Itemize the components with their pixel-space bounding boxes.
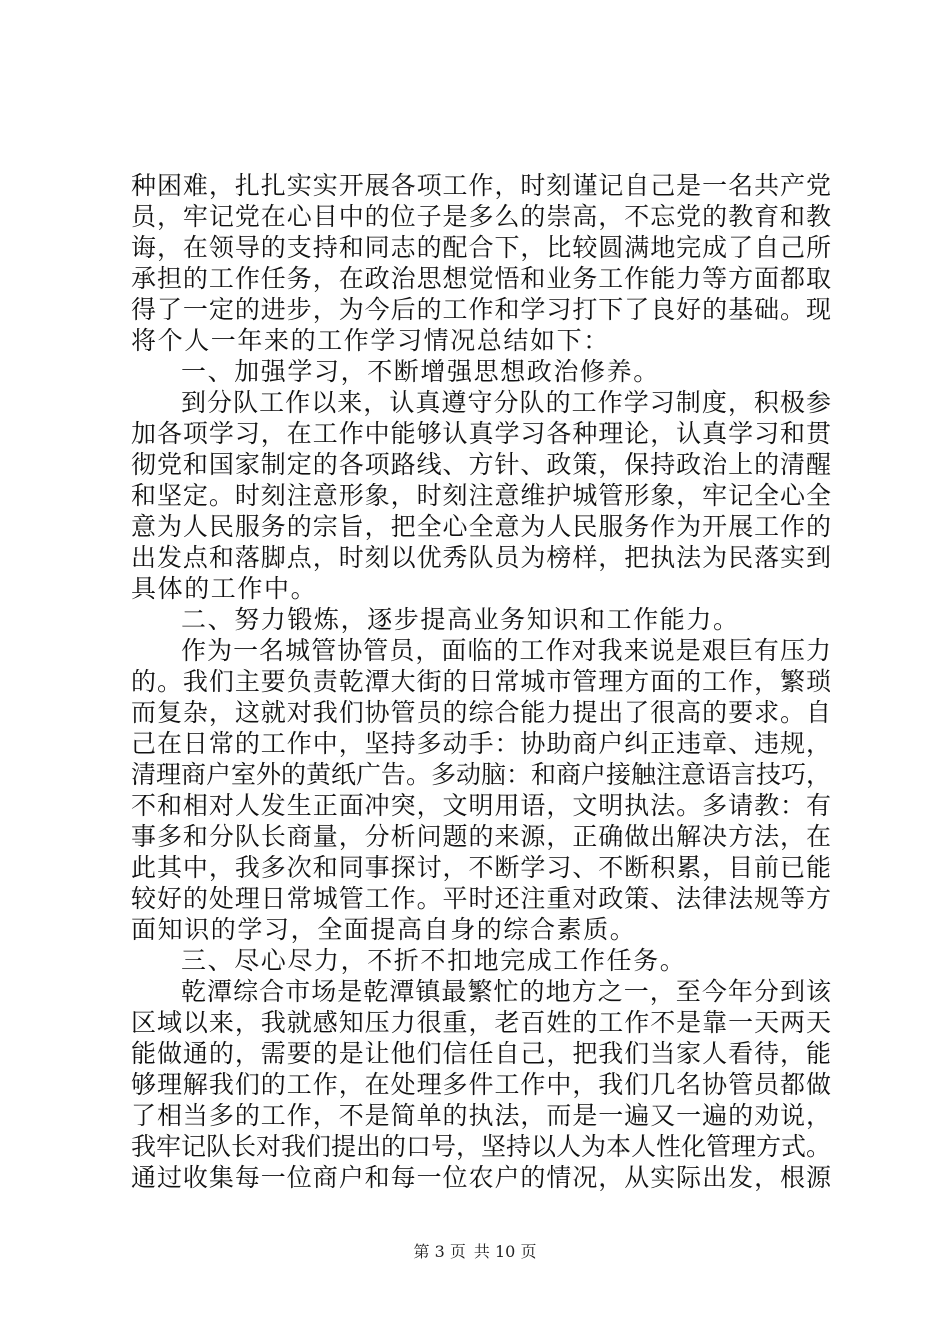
section-heading: 三、尽心尽力，不折不扣地完成工作任务。 (181, 946, 687, 975)
page-number: 第 3 页 (413, 1242, 466, 1261)
text-line: 不和相对人发生正面冲突，文明用语，文明执法。多请教：有 (131, 791, 831, 820)
text-line: 够理解我们的工作，在处理多件工作中，我们几名协管员都做 (131, 1070, 831, 1099)
text-line: 通过收集每一位商户和每一位农户的情况，从实际出发，根源 (131, 1163, 831, 1192)
text-line: 作为一名城管协管员，面临的工作对我来说是艰巨有压力 (181, 636, 831, 665)
text-line: 员，牢记党在心目中的位子是多么的崇高，不忘党的教育和教 (131, 202, 831, 231)
text-line: 到分队工作以来，认真遵守分队的工作学习制度，积极参 (181, 388, 831, 417)
text-line: 诲，在领导的支持和同志的配合下，比较圆满地完成了自己所 (131, 233, 831, 262)
text-line: 的。我们主要负责乾潭大街的日常城市管理方面的工作，繁琐 (131, 667, 831, 696)
text-line: 将个人一年来的工作学习情况总结如下： (131, 326, 610, 355)
text-line: 而复杂，这就对我们协管员的综合能力提出了很高的要求。自 (131, 698, 831, 727)
text-line: 了相当多的工作，不是简单的执法，而是一遍又一遍的劝说， (131, 1101, 831, 1130)
text-line: 承担的工作任务，在政治思想觉悟和业务工作能力等方面都取 (131, 264, 831, 293)
page-total: 共 10 页 (473, 1242, 537, 1261)
text-line: 我牢记队长对我们提出的口号，坚持以人为本人性化管理方式。 (131, 1132, 832, 1161)
text-line: 出发点和落脚点，时刻以优秀队员为榜样，把执法为民落实到 (131, 543, 831, 572)
section-heading: 一、加强学习，不断增强思想政治修养。 (181, 357, 660, 386)
text-line: 乾潭综合市场是乾潭镇最繁忙的地方之一，至今年分到该 (181, 977, 831, 1006)
text-line: 能做通的，需要的是让他们信任自己，把我们当家人看待，能 (131, 1039, 831, 1068)
text-line: 种困难，扎扎实实开展各项工作，时刻谨记自己是一名共产党 (131, 171, 831, 200)
document-body (131, 170, 831, 1193)
page-footer (0, 1242, 950, 1262)
text-line: 彻党和国家制定的各项路线、方针、政策，保持政治上的清醒 (131, 450, 831, 479)
text-line: 此其中，我多次和同事探讨，不断学习、不断积累，目前已能 (131, 853, 831, 882)
text-line: 具体的工作中。 (131, 574, 318, 603)
text-line: 得了一定的进步，为今后的工作和学习打下了良好的基础。现 (131, 295, 831, 324)
text-line: 区域以来，我就感知压力很重，老百姓的工作不是靠一天两天 (131, 1008, 831, 1037)
text-line: 和坚定。时刻注意形象，时刻注意维护城管形象，牢记全心全 (131, 481, 831, 510)
section-heading: 二、努力锻炼，逐步提高业务知识和工作能力。 (181, 605, 740, 634)
text-line: 事多和分队长商量，分析问题的来源，正确做出解决方法，在 (131, 822, 831, 851)
text-line: 较好的处理日常城管工作。平时还注重对政策、法律法规等方 (131, 884, 831, 913)
text-line: 意为人民服务的宗旨，把全心全意为人民服务作为开展工作的 (131, 512, 831, 541)
text-line: 己在日常的工作中，坚持多动手：协助商户纠正违章、违规， (131, 729, 831, 758)
text-line: 面知识的学习，全面提高自身的综合素质。 (131, 915, 637, 944)
text-line: 清理商户室外的黄纸广告。多动脑：和商户接触注意语言技巧， (131, 760, 832, 789)
text-line: 加各项学习，在工作中能够认真学习各种理论，认真学习和贯 (131, 419, 831, 448)
